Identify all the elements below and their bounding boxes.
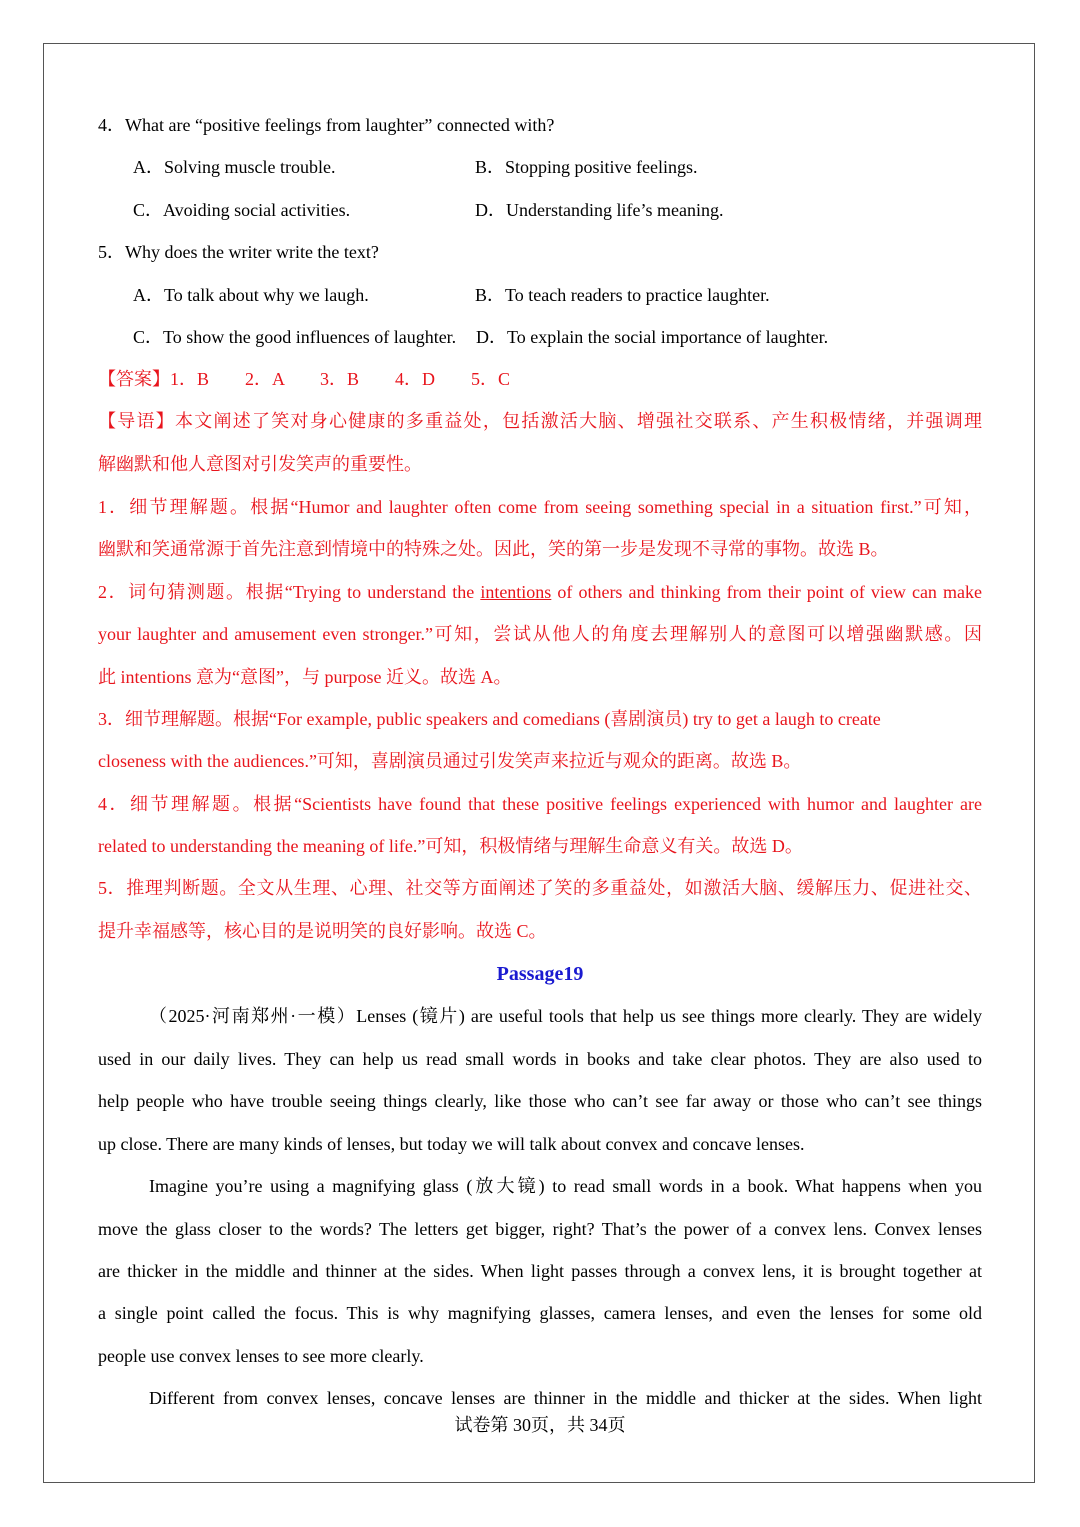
explanation-4-line-2: related to understanding the meaning of life.”可知，积极情绪与理解生命意义有关。故选 D。 xyxy=(98,836,803,856)
answer-key xyxy=(98,367,510,391)
explanation-1-line-2: 幽默和笑通常源于首先注意到情境中的特殊之处。因此，笑的第一步是发现不寻常的事物。故选 B。 xyxy=(98,539,889,559)
passage-p2-line-5: people use convex lenses to see more clearly. xyxy=(98,1346,424,1366)
passage-p2-line-1: Imagine you’re using a magnifying glass (放大镜) to read small words in a book. What happens when you xyxy=(149,1176,982,1196)
question-4-stem: 4．What are “positive feelings from laughter” connected with? xyxy=(98,115,555,135)
intro-label: 【导语】 xyxy=(98,411,175,431)
explanation-2-underlined-word: intentions xyxy=(480,582,552,602)
intro-line-2: 解幽默和他人意图对引发笑声的重要性。 xyxy=(98,454,422,474)
question-5-option-d: D．To explain the social importance of laughter. xyxy=(476,327,829,347)
explanation-3-line-2: closeness with the audiences.”可知，喜剧演员通过引发笑声来拉近与观众的距离。故选 B。 xyxy=(98,751,802,771)
page-footer: 试卷第 30页，共 34页 xyxy=(454,1415,626,1435)
passage-p1-line-1: （2025·河南郑州·一模）Lenses (镜片) are useful tools that help us see things more clearly. They are widely xyxy=(149,1006,982,1026)
explanation-3-line-1: 3．细节理解题。根据“For example, public speakers and comedians (喜剧演员) try to get a laugh to create xyxy=(98,709,881,729)
question-5-option-b: B．To teach readers to practice laughter. xyxy=(475,285,770,305)
question-4-option-b: B．Stopping positive feelings. xyxy=(475,157,698,177)
explanation-5-line-1: 5．推理判断题。全文从生理、心理、社交等方面阐述了笑的多重益处，如激活大脑、缓解压力、促进社交、 xyxy=(98,878,982,898)
explanation-2-line-2: your laughter and amusement even stronger.”可知，尝试从他人的角度去理解别人的意图可以增强幽默感。因 xyxy=(98,624,982,644)
explanation-2-line-1 xyxy=(98,580,982,604)
passage-p2-line-2: move the glass closer to the words? The letters get bigger, right? That’s the power of a convex lens. Convex lenses xyxy=(98,1219,982,1239)
explanation-2-line-3: 此 intentions 意为“意图”，与 purpose 近义。故选 A。 xyxy=(98,667,512,687)
passage-p1-line-2: used in our daily lives. They can help us read small words in books and take clear photos. They are also used to xyxy=(98,1049,982,1069)
question-4-option-a: A．Solving muscle trouble. xyxy=(133,157,336,177)
question-5-option-c: C．To show the good influences of laughter. xyxy=(133,327,457,347)
passage-p1-line-4: up close. There are many kinds of lenses, but today we will talk about convex and concave lenses. xyxy=(98,1134,805,1154)
answer-label: 【答案】 xyxy=(98,369,170,389)
explanation-2-text-post: of others and thinking from their point of view can make xyxy=(551,582,982,602)
passage-p2-line-4: a single point called the focus. This is why magnifying glasses, camera lenses, and even the lenses for some old xyxy=(98,1303,982,1323)
question-5-option-a: A．To talk about why we laugh. xyxy=(133,285,369,305)
intro-text-1: 本文阐述了笑对身心健康的多重益处，包括激活大脑、增强社交联系、产生积极情绪，并强调理 xyxy=(174,411,983,431)
intro-line-1 xyxy=(98,409,982,433)
answer-text: 1．B 2．A 3．B 4．D 5．C xyxy=(170,369,511,389)
explanation-2-text-pre: 2．词句猜测题。根据“Trying to understand the xyxy=(98,582,481,602)
explanation-5-line-2: 提升幸福感等，核心目的是说明笑的良好影响。故选 C。 xyxy=(98,921,547,941)
question-5-stem: 5．Why does the writer write the text? xyxy=(98,242,379,262)
explanation-4-line-1: 4．细节理解题。根据“Scientists have found that these positive feelings experienced with humor and laughter are xyxy=(98,794,982,814)
explanation-1-line-1: 1．细节理解题。根据“Humor and laughter often come from seeing something special in a situation first.”可知， xyxy=(98,497,982,517)
passage-p3-line-1: Different from convex lenses, concave lenses are thinner in the middle and thicker at the sides. When light xyxy=(149,1388,982,1408)
question-4-option-d: D．Understanding life’s meaning. xyxy=(475,200,724,220)
passage-p2-line-3: are thicker in the middle and thinner at the sides. When light passes through a convex lens, it is brought together at xyxy=(98,1261,982,1281)
passage-title: Passage19 xyxy=(496,963,584,985)
question-4-option-c: C．Avoiding social activities. xyxy=(133,200,351,220)
passage-p1-line-3: help people who have trouble seeing things clearly, like those who can’t see far away or those who can’t see things xyxy=(98,1091,982,1111)
